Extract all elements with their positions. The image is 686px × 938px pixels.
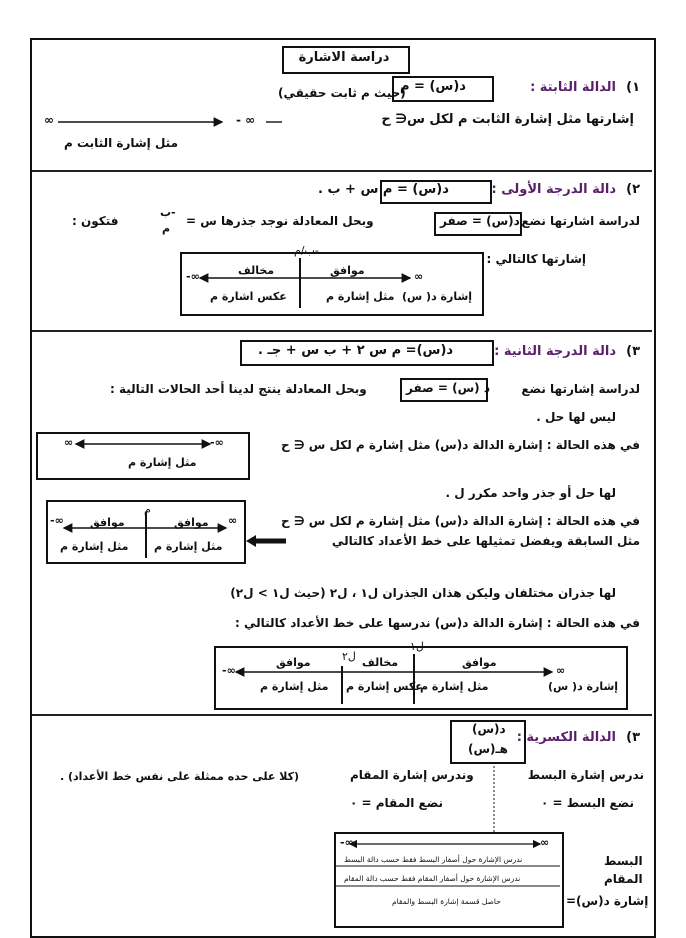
s4-col-l1: وندرس إشارة المقام — [350, 768, 474, 782]
s2-differ: مخالف — [238, 264, 275, 277]
s2-number: ٢) — [626, 182, 640, 197]
s4-col-l2: نضع المقام = ٠ — [350, 796, 444, 810]
s1-heading: الدالة الثابتة : — [530, 80, 616, 95]
s1-inf-neg: ∞ - — [236, 113, 256, 127]
s4-note: (كلا على حده ممثلة على نفس خط الأعداد) . — [60, 770, 300, 783]
s1-note: (حيث م ثابت حقيقي) — [278, 86, 406, 100]
s1-inf-pos: ∞ — [44, 113, 54, 127]
s2-line1a: لدراسة اشارتها نضع — [521, 214, 640, 228]
s3-case3-center: عكس إشارة م — [346, 680, 423, 693]
s2-inf-neg: ∞- — [186, 270, 200, 283]
s3-line1a: لدراسة إشارتها نضع — [521, 382, 640, 396]
s3-zero: د (س) = صفر — [406, 381, 490, 395]
s4-txt-sign: حاصل قسمة إشارة البسط والمقام — [392, 897, 501, 906]
s2-left-label: عكس اشارة م — [210, 290, 287, 303]
s4-row-num: البسط — [604, 854, 643, 868]
s3-case3-inf-neg: ∞- — [222, 664, 236, 677]
s2-line2: إشارتها كالتالي : — [486, 252, 586, 266]
s3-case3-right: إشارة د( س) — [548, 680, 619, 693]
s3-case2-title: لها حل أو جذر واحد مكرر ل . — [445, 486, 616, 500]
s3-case3-left: مثل إشارة م — [260, 680, 329, 693]
s3-case2-inf: ∞ — [228, 514, 238, 527]
s1-line: إشارتها مثل إشارة الثابت م لكل س∈ ح — [381, 112, 634, 127]
s4-col-r1: ندرس إشارة البسط — [527, 768, 644, 782]
s3-case2-inf-neg: ∞- — [50, 514, 64, 527]
s2-frac-den: م — [162, 222, 171, 235]
s3-case1-inf-neg: ∞- — [210, 436, 224, 449]
s3-case1-inf: ∞ — [64, 436, 74, 449]
s2-agree: موافق — [330, 264, 365, 277]
s3-case1-title: ليس لها حل . — [536, 410, 616, 424]
s4-txt-den: ندرس الإشارة حول أصفار المقام فقط حسب دالة المقام — [344, 874, 521, 883]
s3-case3-inf: ∞ — [556, 664, 566, 677]
s4-row-sign: إشارة د(س)= — [566, 894, 649, 908]
s2-line1c: وبحل المعادلة نوجد جذرها س = — [186, 214, 374, 228]
s1-formula: د(س) = م — [400, 79, 466, 94]
s3-formula: د(س)= م س ٢ + ب س + جـ . — [258, 343, 454, 358]
s3-number: ٣) — [626, 344, 640, 359]
s2-line1d: فتكون : — [72, 214, 119, 228]
s3-case3-agree-l: موافق — [276, 656, 311, 669]
s3-line1c: وبحل المعادلة ينتج لدينا أحد الحالات التالية : — [110, 382, 367, 396]
s2-root: -ب/م — [294, 244, 319, 257]
s2-mid-label: مثل إشارة م — [326, 290, 395, 303]
s3-case2-agree-l: موافق — [90, 516, 125, 529]
s3-case2-text1: في هذه الحالة : إشارة الدالة د(س) مثل إشارة م لكل س ∈ ح — [281, 514, 640, 528]
s3-case3-r1: ل١ — [410, 640, 424, 653]
s3-case2-label-l: مثل إشارة م — [60, 540, 129, 553]
s3-case3-text: في هذه الحالة : إشارة الدالة د(س) ندرسها على خط الأعداد كالتالي : — [235, 616, 640, 630]
s4-col-r2: نضع البسط = ٠ — [540, 796, 634, 810]
s4-frac-num: د(س) — [472, 722, 506, 736]
s2-zero: د(س) = صفر — [440, 214, 520, 228]
s3-case1-label: مثل إشارة م — [128, 456, 197, 469]
s3-case2-text2: مثل السابقة ويفضل تمثيلها على خط الأعداد كالتالي — [331, 534, 640, 548]
s3-case2-agree-r: موافق — [174, 516, 209, 529]
s4-number: ٣) — [626, 730, 640, 745]
s4-inf-neg: ∞- — [340, 836, 354, 849]
s1-label: مثل إشارة الثابت م — [64, 136, 179, 150]
s3-case2-arrow-head — [246, 535, 256, 547]
s4-heading: الدالة الكسرية : — [516, 730, 616, 745]
s2-heading: دالة الدرجة الأولى : — [491, 182, 616, 197]
s4-inf: ∞ — [540, 836, 550, 849]
s3-case3-differ: مخالف — [362, 656, 399, 669]
s3-case3-agree-r: موافق — [462, 656, 497, 669]
s3-case2-label-r: مثل إشارة م — [154, 540, 223, 553]
s2-right-label: إشارة د( س) — [402, 290, 473, 303]
s1-number: ١) — [626, 80, 640, 95]
s3-case3-mid: مثل إشارة م — [420, 680, 489, 693]
s3-heading: دالة الدرجة الثانية : — [494, 344, 616, 359]
s3-case2-root: م — [144, 503, 151, 516]
s3-case1-text: في هذه الحالة : إشارة الدالة د(س) مثل إشارة م لكل س ∈ ح — [281, 438, 640, 452]
s4-row-den: المقام — [604, 872, 643, 886]
s2-frac-num: -ب — [160, 206, 176, 219]
s2-formula: د(س) = م س + ب . — [318, 182, 449, 197]
s3-case3-r2: ل٢ — [342, 650, 356, 663]
page-title: دراسة الاشارة — [298, 50, 390, 65]
s2-inf: ∞ — [414, 270, 424, 283]
s3-case3-title: لها جذران مختلفان وليكن هذان الجذران ل١ ، ل٢ (حيث ل١ > ل٢) — [230, 586, 616, 600]
s4-frac-den: هـ(س) — [468, 742, 508, 756]
s4-txt-num: ندرس الإشارة حول أصفار البسط فقط حسب دالة البسط — [344, 855, 523, 864]
